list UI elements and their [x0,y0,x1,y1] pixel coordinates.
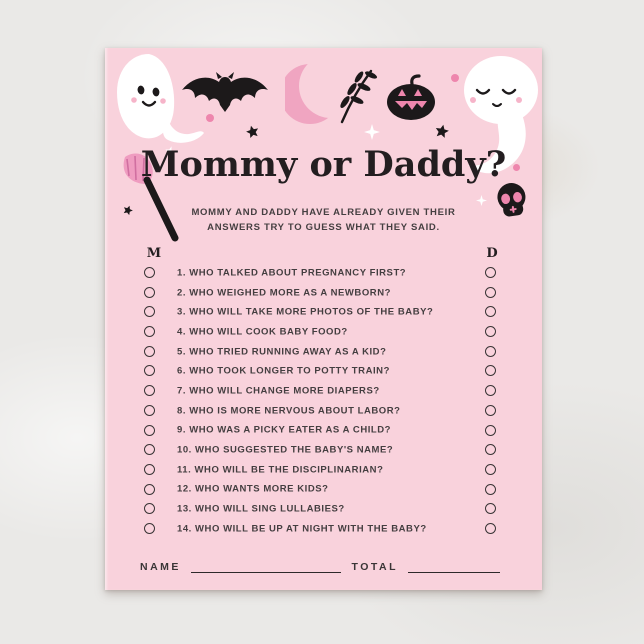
question-text: 12. WHO WANTS MORE KIDS? [177,483,329,495]
question-text: 3. WHO WILL TAKE MORE PHOTOS OF THE BABY? [177,306,434,318]
daddy-answer-circle [485,405,496,416]
question-row [105,361,542,381]
daddy-answer-circle [485,346,496,357]
daddy-column-header: D [486,246,498,261]
total-blank-line [408,559,500,573]
sparkle-icon [364,124,380,140]
daddy-answer-circle [485,365,496,376]
question-text: 1. WHO TALKED ABOUT PREGNANCY FIRST? [177,267,407,279]
question-text: 5. WHO TRIED RUNNING AWAY AS A KID? [177,346,387,358]
question-row [105,499,542,519]
question-row [105,440,542,460]
mommy-answer-circle [144,405,155,416]
question-text: 9. WHO WAS A PICKY EATER AS A CHILD? [177,424,392,436]
daddy-answer-circle [485,484,496,495]
pink-dot [451,74,459,82]
mommy-answer-circle [144,365,155,376]
question-text: 8. WHO IS MORE NERVOUS ABOUT LABOR? [177,405,401,417]
mommy-answer-circle [144,326,155,337]
mommy-answer-circle [144,306,155,317]
daddy-answer-circle [485,326,496,337]
question-text: 14. WHO WILL BE UP AT NIGHT WITH THE BABY? [177,523,427,535]
page-title: Mommy or Daddy? [140,144,507,185]
question-row [105,283,542,303]
name-label: NAME [140,561,181,573]
question-text: 6. WHO TOOK LONGER TO POTTY TRAIN? [177,365,390,377]
question-text: 7. WHO WILL CHANGE MORE DIAPERS? [177,385,380,397]
subtitle-line-1: MOMMY AND DADDY HAVE ALREADY GIVEN THEIR [191,207,456,218]
bat-icon [181,72,269,118]
name-blank-line [191,559,342,573]
question-row [105,421,542,441]
daddy-answer-circle [485,306,496,317]
mommy-answer-circle [144,523,155,534]
daddy-answer-circle [485,267,496,278]
question-text: 10. WHO SUGGESTED THE BABY'S NAME? [177,444,394,456]
question-text: 4. WHO WILL COOK BABY FOOD? [177,326,348,338]
question-row [105,263,542,283]
daddy-answer-circle [485,444,496,455]
daddy-answer-circle [485,464,496,475]
subtitle [105,205,542,235]
pink-dot [206,114,214,122]
daddy-answer-circle [485,287,496,298]
leaf-sprig-icon [335,66,377,124]
question-row [105,342,542,362]
daddy-answer-circle [485,503,496,514]
question-list [105,263,542,539]
game-postcard [105,48,542,590]
footer [140,559,500,573]
question-text: 11. WHO WILL BE THE DISCIPLINARIAN? [177,464,384,476]
question-text: 13. WHO WILL SING LULLABIES? [177,503,345,515]
mommy-answer-circle [144,385,155,396]
mommy-answer-circle [144,444,155,455]
subtitle-line-2: ANSWERS TRY TO GUESS WHAT THEY SAID. [207,222,440,233]
question-row [105,401,542,421]
question-row [105,302,542,322]
question-row [105,519,542,539]
pumpkin-icon [385,74,437,120]
daddy-answer-circle [485,523,496,534]
question-text: 2. WHO WEIGHED MORE AS A NEWBORN? [177,287,391,299]
mommy-answer-circle [144,503,155,514]
mommy-column-header: M [146,246,162,261]
daddy-answer-circle [485,425,496,436]
total-label: TOTAL [351,561,398,573]
question-row [105,381,542,401]
question-row [105,322,542,342]
mommy-answer-circle [144,287,155,298]
mommy-answer-circle [144,267,155,278]
question-row [105,460,542,480]
crescent-moon-icon [285,58,337,130]
question-row [105,480,542,500]
mommy-answer-circle [144,346,155,357]
mommy-answer-circle [144,425,155,436]
mommy-answer-circle [144,484,155,495]
star-icon [245,124,261,140]
mommy-answer-circle [144,464,155,475]
daddy-answer-circle [485,385,496,396]
star-icon [434,123,451,140]
